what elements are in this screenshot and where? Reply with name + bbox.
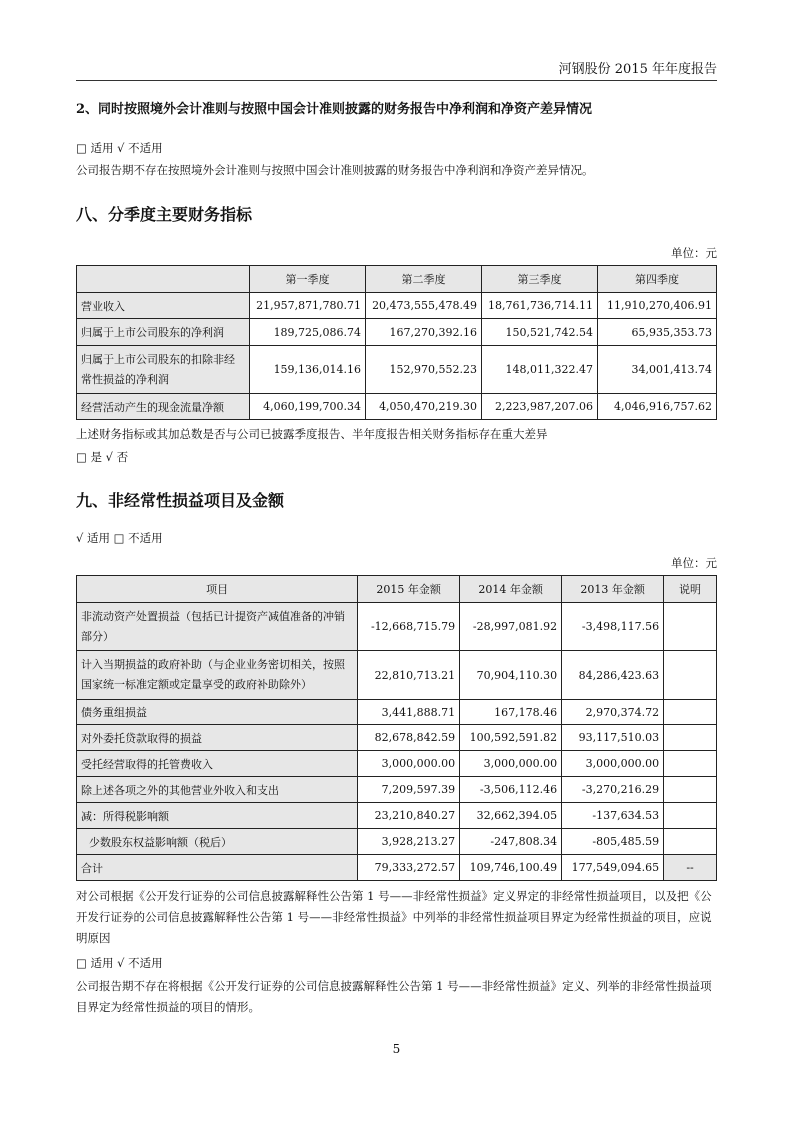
cell-value: 93,117,510.03 <box>562 725 664 751</box>
table-row <box>77 855 717 881</box>
quarterly-header-blank <box>77 266 250 293</box>
table-row <box>77 751 717 777</box>
row-label: 合计 <box>77 855 358 881</box>
cell-value: 84,286,423.63 <box>562 651 664 700</box>
row-label: 减：所得税影响额 <box>77 803 358 829</box>
cell-value: 11,910,270,406.91 <box>598 293 717 319</box>
header-2013: 2013 年金额 <box>562 576 664 603</box>
row-label: 营业收入 <box>77 293 250 319</box>
section9-statement: 公司报告期不存在将根据《公开发行证券的公司信息披露解释性公告第 1 号——非经常性损益》定义、列举的非经常性损益项目界定为经常性损益的项目的情形。 <box>76 979 712 1014</box>
row-label: 受托经营取得的托管费收入 <box>77 751 358 777</box>
header-rule <box>76 80 717 81</box>
cell-value: 79,333,272.57 <box>358 855 460 881</box>
section9-title: 九、非经常性损益项目及金额 <box>76 491 285 510</box>
cell-value: 21,957,871,780.71 <box>250 293 366 319</box>
cell-value: 3,000,000.00 <box>562 751 664 777</box>
cell-value: 189,725,086.74 <box>250 319 366 346</box>
cell-note <box>664 725 717 751</box>
cell-value: -28,997,081.92 <box>460 603 562 651</box>
cell-value: -247,808.34 <box>460 829 562 855</box>
table-row <box>77 346 717 394</box>
cell-value: 3,441,888.71 <box>358 700 460 725</box>
row-label: 归属于上市公司股东的净利润 <box>77 319 250 346</box>
cell-note <box>664 751 717 777</box>
cell-value: 7,209,597.39 <box>358 777 460 803</box>
table-row <box>77 603 717 651</box>
cell-value: -3,270,216.29 <box>562 777 664 803</box>
cell-value: 150,521,742.54 <box>482 319 598 346</box>
header-2014: 2014 年金额 <box>460 576 562 603</box>
section8-note: 上述财务指标或其加总数是否与公司已披露季度报告、半年度报告相关财务指标存在重大差异 <box>76 427 548 441</box>
table-row <box>77 319 717 346</box>
cell-value: 32,662,394.05 <box>460 803 562 829</box>
cell-value: 22,810,713.21 <box>358 651 460 700</box>
cell-value: 3,000,000.00 <box>460 751 562 777</box>
table-row <box>77 777 717 803</box>
cell-value: -805,485.59 <box>562 829 664 855</box>
section9-unit: 单位：元 <box>671 556 717 570</box>
cell-value: 34,001,413.74 <box>598 346 717 394</box>
row-label: 债务重组损益 <box>77 700 358 725</box>
section8-title: 八、分季度主要财务指标 <box>76 205 253 224</box>
cell-value: 148,011,322.47 <box>482 346 598 394</box>
cell-value: 2,970,374.72 <box>562 700 664 725</box>
cell-note <box>664 651 717 700</box>
cell-value: -12,668,715.79 <box>358 603 460 651</box>
cell-note <box>664 829 717 855</box>
cell-value: -3,498,117.56 <box>562 603 664 651</box>
cell-value: 4,060,199,700.34 <box>250 394 366 420</box>
table-row <box>77 829 717 855</box>
non-recurring-header-row <box>77 576 717 603</box>
cell-note <box>664 700 717 725</box>
header-2015: 2015 年金额 <box>358 576 460 603</box>
cell-note: -- <box>664 855 717 881</box>
section9-applicability2: □ 适用 √ 不适用 <box>76 956 163 970</box>
row-label: 少数股东权益影响额（税后） <box>77 829 358 855</box>
cell-value: 152,970,552.23 <box>366 346 482 394</box>
header-item: 项目 <box>77 576 358 603</box>
section2-applicability: □ 适用 √ 不适用 <box>76 141 163 155</box>
page-number: 5 <box>392 1042 401 1056</box>
table-row <box>77 651 717 700</box>
cell-value: -137,634.53 <box>562 803 664 829</box>
cell-value: 23,210,840.27 <box>358 803 460 829</box>
section9-explanation: 对公司根据《公开发行证券的公司信息披露解释性公告第 1 号——非经常性损益》定义界定的非经常性损益项目，以及把《公开发行证券的公司信息披露解释性公告第 1 号——非经常性损益》中列举的非经常性损益项目界定为经常性损益的项目，应说明原因 <box>76 889 712 945</box>
row-label: 计入当期损益的政府补助（与企业业务密切相关，按照国家统一标准定额或定量享受的政府补助除外） <box>77 651 358 700</box>
quarterly-table <box>76 265 717 420</box>
quarterly-header-q4: 第四季度 <box>598 266 717 293</box>
cell-value: 2,223,987,207.06 <box>482 394 598 420</box>
row-label: 除上述各项之外的其他营业外收入和支出 <box>77 777 358 803</box>
table-row <box>77 394 717 420</box>
table-row <box>77 700 717 725</box>
non-recurring-table <box>76 575 717 881</box>
cell-note <box>664 603 717 651</box>
table-row <box>77 725 717 751</box>
row-label: 经营活动产生的现金流量净额 <box>77 394 250 420</box>
cell-value: 20,473,555,478.49 <box>366 293 482 319</box>
row-label: 归属于上市公司股东的扣除非经常性损益的净利润 <box>77 346 250 394</box>
cell-value: 167,178.46 <box>460 700 562 725</box>
quarterly-header-row <box>77 266 717 293</box>
table-row <box>77 293 717 319</box>
cell-value: 3,928,213.27 <box>358 829 460 855</box>
quarterly-header-q2: 第二季度 <box>366 266 482 293</box>
cell-note <box>664 777 717 803</box>
cell-value: 109,746,100.49 <box>460 855 562 881</box>
section8-answer: □ 是 √ 否 <box>76 450 129 464</box>
header-note: 说明 <box>664 576 717 603</box>
cell-value: 82,678,842.59 <box>358 725 460 751</box>
cell-value: 4,046,916,757.62 <box>598 394 717 420</box>
cell-value: 159,136,014.16 <box>250 346 366 394</box>
header-title: 河钢股份 2015 年年度报告 <box>558 62 717 77</box>
cell-value: 177,549,094.65 <box>562 855 664 881</box>
row-label: 对外委托贷款取得的损益 <box>77 725 358 751</box>
section2-title: 2、同时按照境外会计准则与按照中国会计准则披露的财务报告中净利润和净资产差异情况 <box>76 102 593 117</box>
cell-value: 18,761,736,714.11 <box>482 293 598 319</box>
quarterly-header-q3: 第三季度 <box>482 266 598 293</box>
cell-value: -3,506,112.46 <box>460 777 562 803</box>
section9-applicability: √ 适用 □ 不适用 <box>76 531 163 545</box>
cell-value: 65,935,353.73 <box>598 319 717 346</box>
cell-note <box>664 803 717 829</box>
cell-value: 167,270,392.16 <box>366 319 482 346</box>
cell-value: 4,050,470,219.30 <box>366 394 482 420</box>
table-row <box>77 803 717 829</box>
cell-value: 100,592,591.82 <box>460 725 562 751</box>
cell-value: 70,904,110.30 <box>460 651 562 700</box>
row-label: 非流动资产处置损益（包括已计提资产减值准备的冲销部分） <box>77 603 358 651</box>
cell-value: 3,000,000.00 <box>358 751 460 777</box>
quarterly-header-q1: 第一季度 <box>250 266 366 293</box>
section2-statement: 公司报告期不存在按照境外会计准则与按照中国会计准则披露的财务报告中净利润和净资产差异情况。 <box>76 163 594 177</box>
section8-unit: 单位：元 <box>671 246 717 260</box>
